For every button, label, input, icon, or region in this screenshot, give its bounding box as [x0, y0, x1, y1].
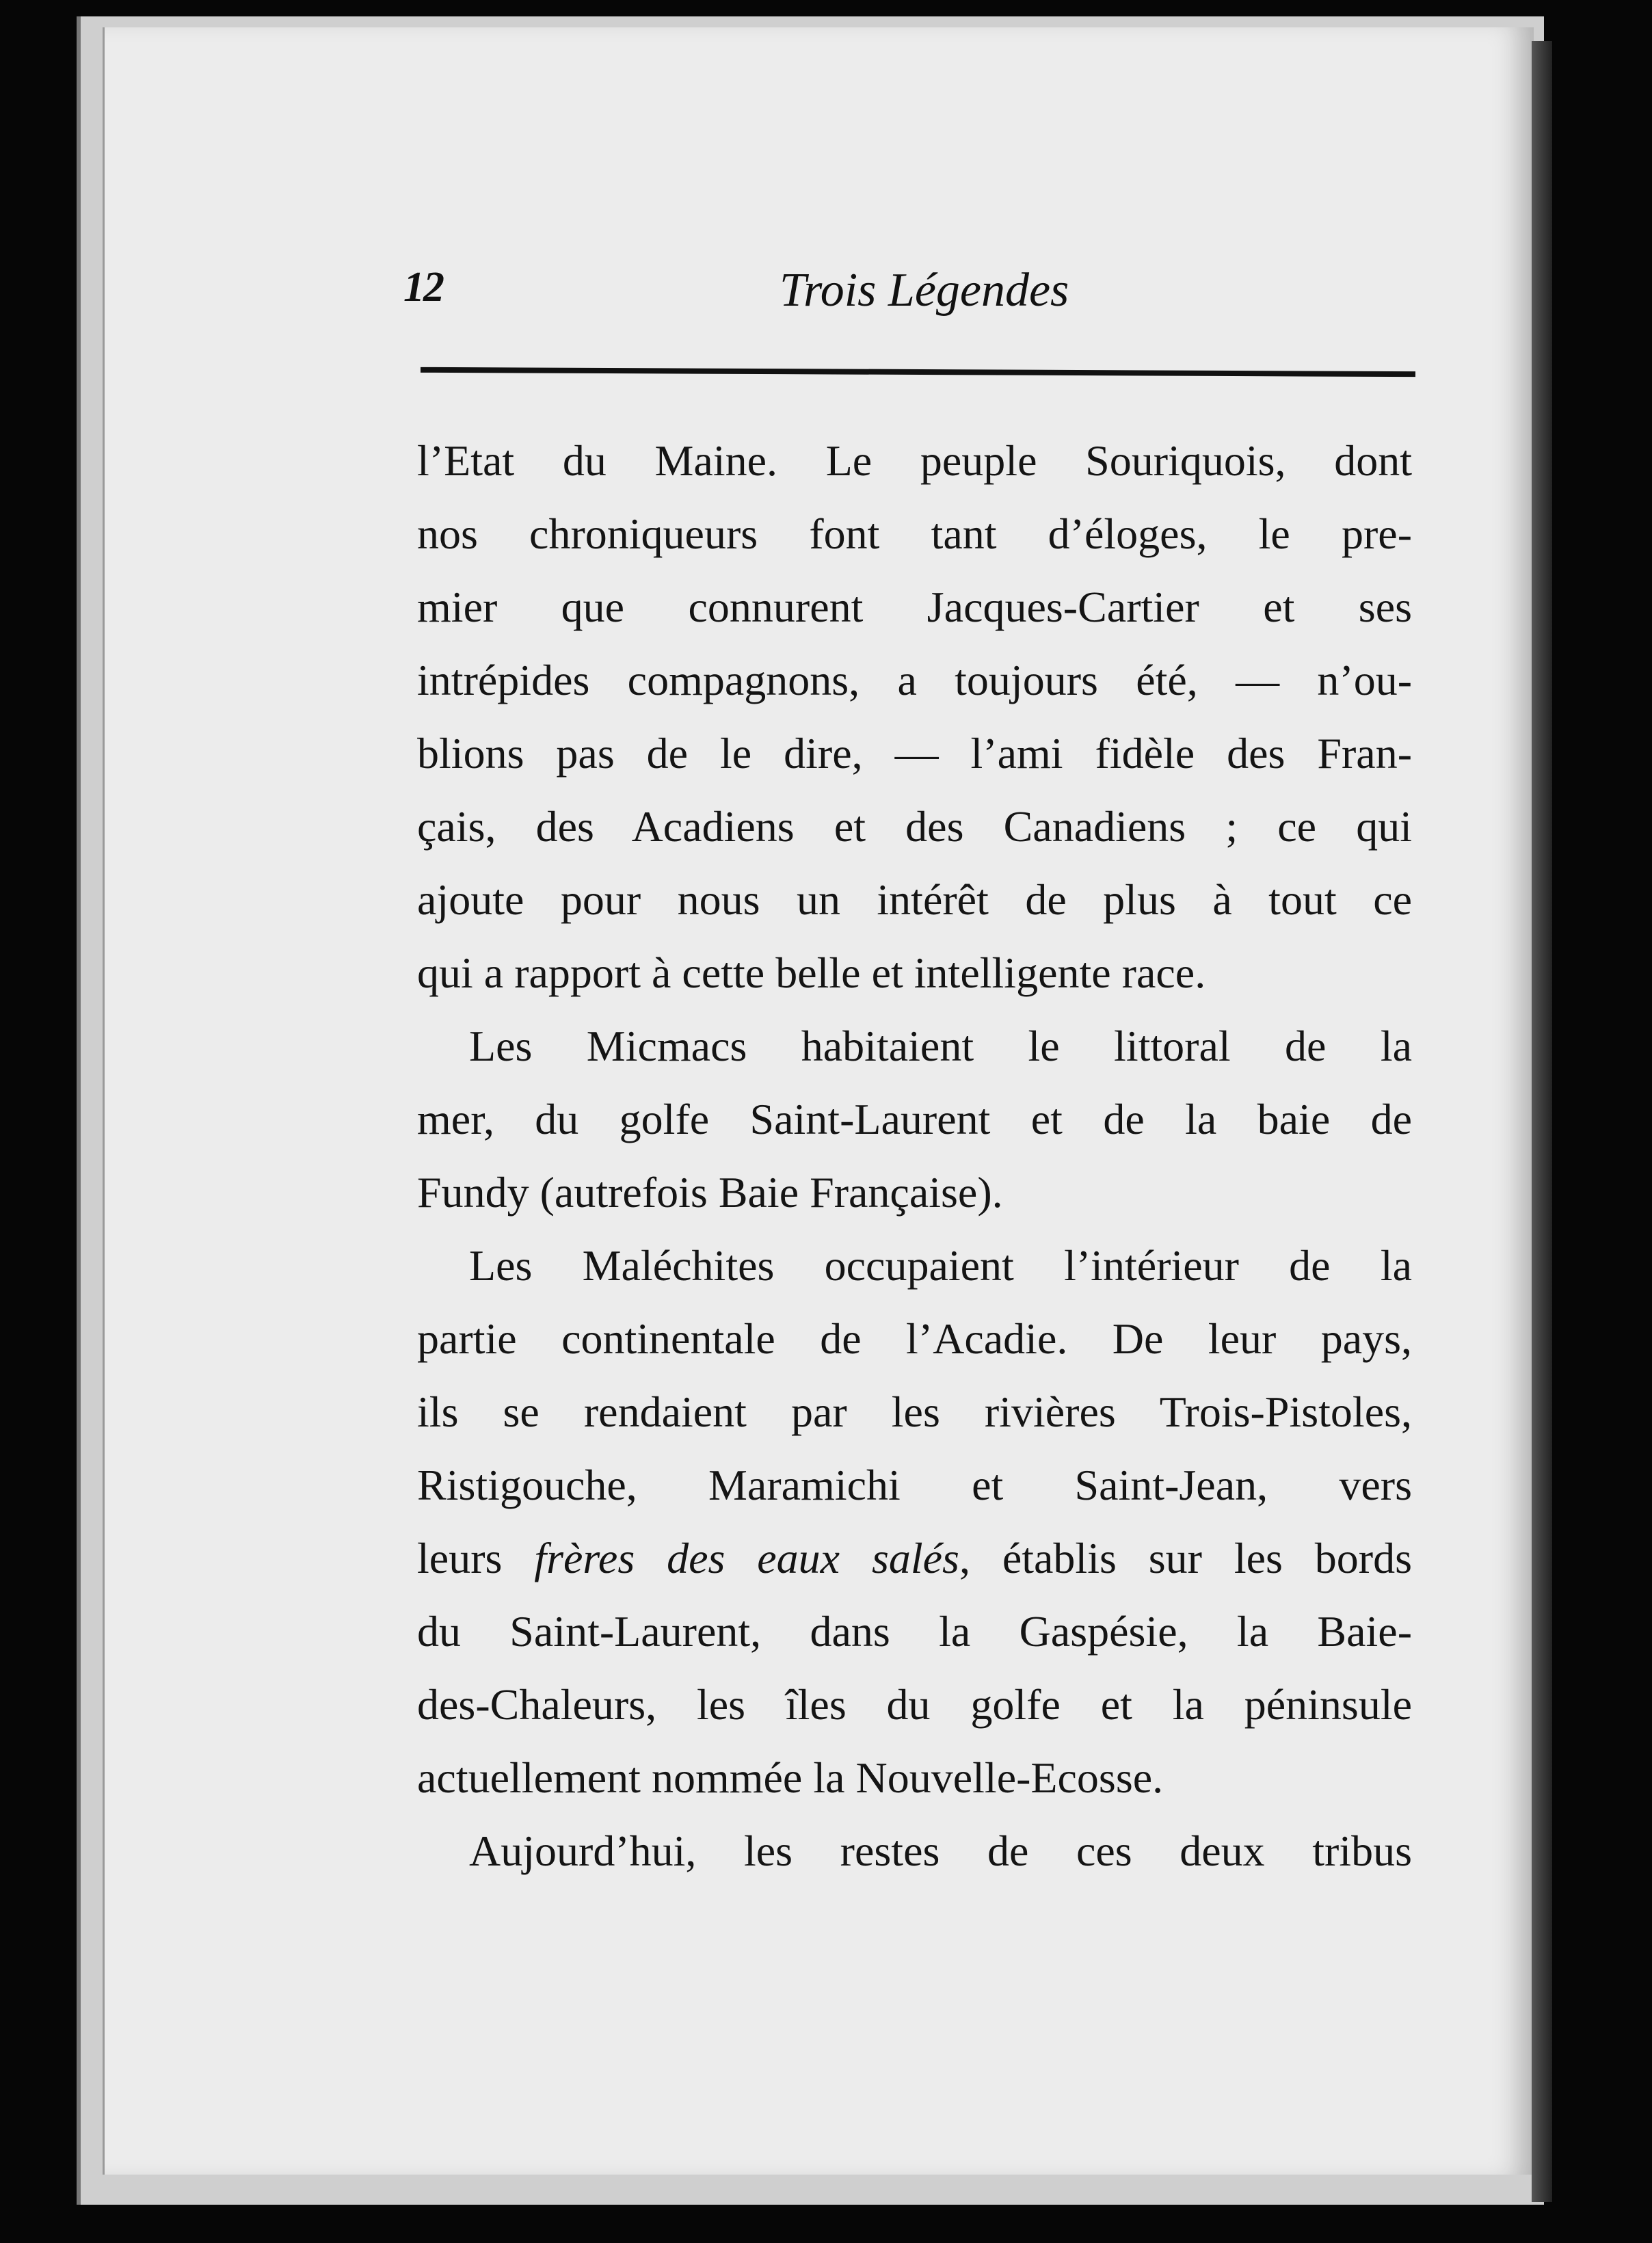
page-number: 12 — [403, 264, 443, 310]
italic-phrase: frères des eaux salés — [534, 1534, 959, 1582]
text-line: Ristigouche, Maramichi et Saint-Jean, vers — [417, 1461, 1412, 1509]
text-run: , établis sur les bords — [959, 1534, 1412, 1582]
text-line: qui a rapport à cette belle et intelligente race. — [417, 948, 1206, 997]
text-line: actuellement nommée la Nouvelle-Ecosse. — [417, 1753, 1164, 1802]
text-line: nos chroniqueurs font tant d’éloges, le pre- — [417, 509, 1412, 558]
text-line: ils se rendaient par les rivières Trois-Pistoles, — [417, 1388, 1412, 1436]
text-line — [417, 1522, 1412, 1595]
text-line: Aujourd’hui, les restes de ces deux tribus — [469, 1827, 1412, 1875]
text-line: des-Chaleurs, les îles du golfe et la péninsule — [417, 1680, 1412, 1729]
text-line: mer, du golfe Saint-Laurent et de la baie de — [417, 1095, 1412, 1143]
running-head — [315, 263, 1409, 325]
body-text — [417, 424, 1412, 1887]
running-title: Trois Légendes — [780, 264, 1069, 317]
text-line: l’Etat du Maine. Le peuple Souriquois, dont — [417, 436, 1412, 485]
page-edge — [1532, 41, 1552, 2202]
text-line: Fundy (autrefois Baie Française). — [417, 1168, 1003, 1217]
text-line: çais, des Acadiens et des Canadiens ; ce qui — [417, 802, 1412, 851]
text-line: ajoute pour nous un intérêt de plus à tout ce — [417, 875, 1412, 924]
text-line: partie continentale de l’Acadie. De leur pays, — [417, 1314, 1412, 1363]
text-line: blions pas de le dire, — l’ami fidèle des Fran- — [417, 729, 1412, 778]
text-line: du Saint-Laurent, dans la Gaspésie, la Baie- — [417, 1607, 1412, 1656]
text-run: leurs — [417, 1534, 535, 1582]
text-line: mier que connurent Jacques-Cartier et ses — [417, 583, 1412, 631]
text-line: intrépides compagnons, a toujours été, — n’ou- — [417, 656, 1412, 704]
text-line: Les Maléchites occupaient l’intérieur de la — [469, 1241, 1412, 1290]
text-line: Les Micmacs habitaient le littoral de la — [469, 1022, 1412, 1070]
